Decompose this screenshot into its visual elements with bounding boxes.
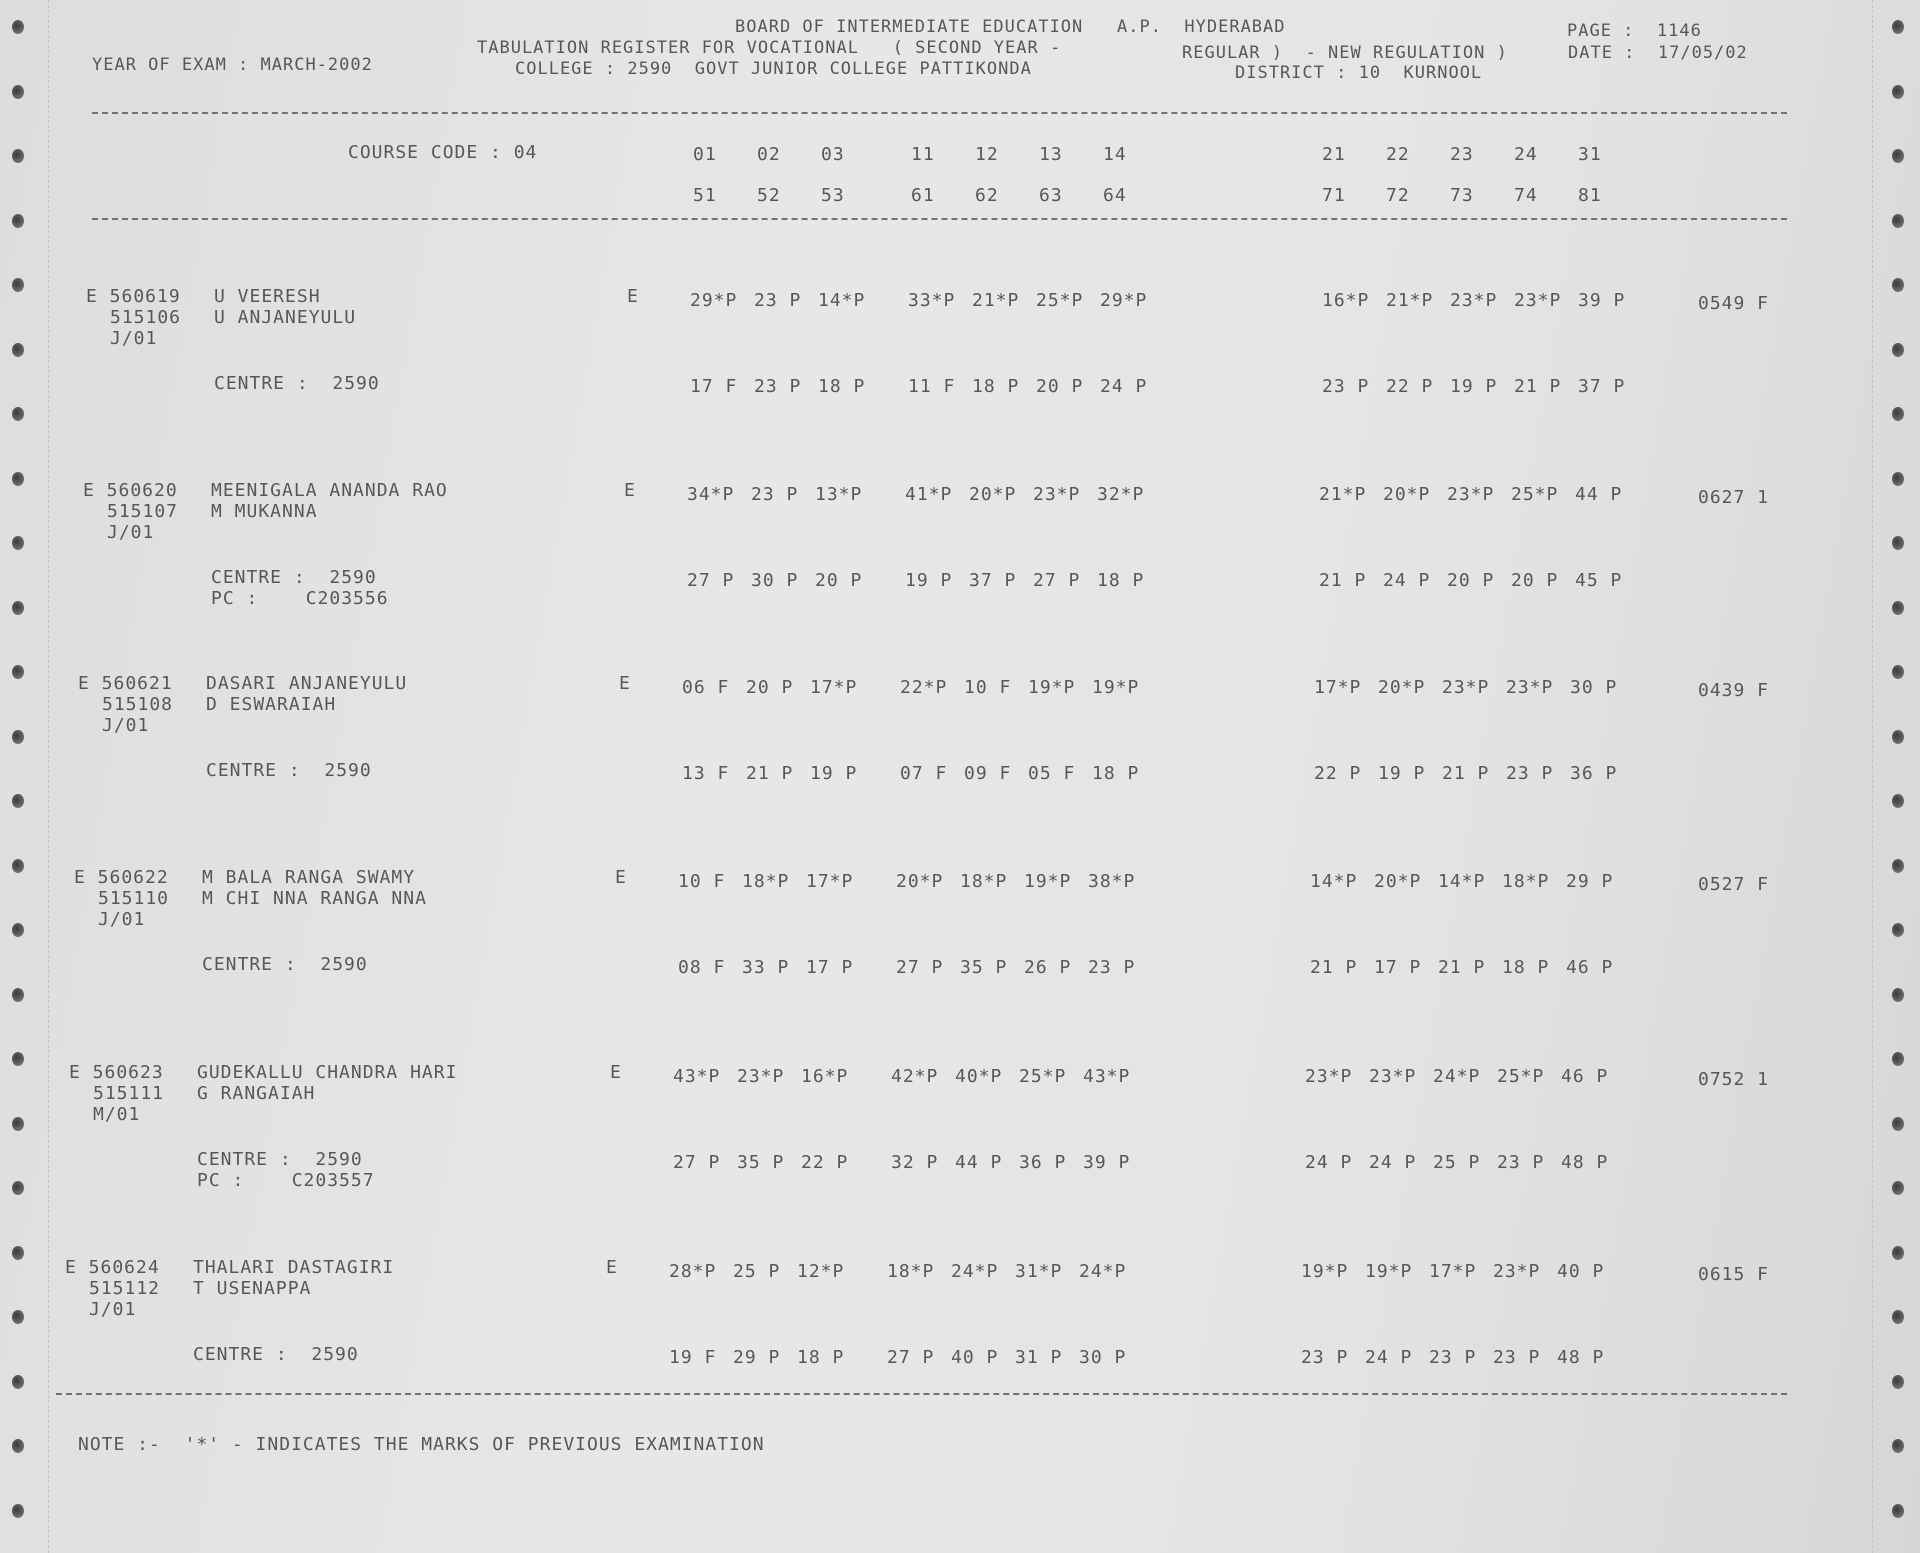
tractor-hole [12, 1439, 24, 1453]
mark-previous: 18*P [742, 871, 790, 892]
year-of-exam: YEAR OF EXAM : MARCH-2002 [92, 55, 373, 75]
mark-current: 24 P [1365, 1347, 1413, 1368]
mark-previous: 23*P [1442, 677, 1490, 698]
hall-ticket-number: E 560619 [86, 286, 181, 307]
mark-current: 27 P [673, 1152, 721, 1173]
tractor-hole [1892, 794, 1904, 808]
college-label: COLLEGE : 2590 GOVT JUNIOR COLLEGE PATTIKONDA [515, 59, 1032, 79]
mark-current: 46 P [1566, 957, 1614, 978]
mark-previous: 23*P [1450, 290, 1498, 311]
tractor-hole [1892, 1117, 1904, 1131]
subject-code: 71 [1322, 185, 1346, 206]
tractor-hole [1892, 1246, 1904, 1260]
mark-previous: 10 F [964, 677, 1012, 698]
mark-previous: 18*P [960, 871, 1008, 892]
mark-previous: 46 P [1561, 1066, 1609, 1087]
mark-current: 17 P [1374, 957, 1422, 978]
mark-previous: 23*P [1033, 484, 1081, 505]
right-tractor-holes [1884, 0, 1914, 1553]
subject-code: 23 [1450, 144, 1474, 165]
page-number: PAGE : 1146 [1567, 21, 1702, 41]
mark-current: 36 P [1570, 763, 1618, 784]
subject-code: 74 [1514, 185, 1538, 206]
mark-previous: 23*P [1305, 1066, 1353, 1087]
total-result: 0439 F [1698, 680, 1770, 701]
student-name: THALARI DASTAGIRI [193, 1257, 395, 1278]
mark-previous: 28*P [669, 1261, 717, 1282]
tractor-hole [12, 214, 24, 228]
mark-previous: 43*P [1083, 1066, 1131, 1087]
mark-current: 48 P [1557, 1347, 1605, 1368]
mark-previous: 42*P [891, 1066, 939, 1087]
mark-previous: 23*P [1506, 677, 1554, 698]
group-code: J/01 [98, 909, 146, 930]
tractor-hole [12, 1504, 24, 1518]
mark-previous: 16*P [801, 1066, 849, 1087]
register-number: 515108 [102, 694, 174, 715]
subject-code: 24 [1514, 144, 1538, 165]
tractor-hole [1892, 536, 1904, 550]
centre-label: CENTRE : 2590 [193, 1344, 359, 1365]
group-code: M/01 [93, 1104, 141, 1125]
mark-current: 26 P [1024, 957, 1072, 978]
mark-previous: 29*P [1100, 290, 1148, 311]
mark-previous: 19*P [1365, 1261, 1413, 1282]
tractor-hole [1892, 1504, 1904, 1518]
mark-current: 11 F [908, 376, 956, 397]
tractor-hole [1892, 1439, 1904, 1453]
mark-current: 35 P [960, 957, 1008, 978]
tractor-hole [12, 601, 24, 615]
footer-rule [56, 1393, 1787, 1395]
tractor-hole [1892, 730, 1904, 744]
mark-current: 05 F [1028, 763, 1076, 784]
student-name: MEENIGALA ANANDA RAO [211, 480, 448, 501]
tractor-hole [12, 859, 24, 873]
mark-current: 21 P [746, 763, 794, 784]
tractor-hole [12, 923, 24, 937]
subject-code: 12 [975, 144, 999, 165]
mark-current: 17 P [806, 957, 854, 978]
mark-current: 23 P [1301, 1347, 1349, 1368]
mark-current: 19 P [810, 763, 858, 784]
student-name: DASARI ANJANEYULU [206, 673, 408, 694]
centre-label: CENTRE : 2590 [206, 760, 372, 781]
tractor-hole [1892, 343, 1904, 357]
mark-previous: 23*P [1369, 1066, 1417, 1087]
centre-label: CENTRE : 2590 [214, 373, 380, 394]
mark-previous: 17*P [1314, 677, 1362, 698]
tractor-hole [12, 730, 24, 744]
hall-ticket-number: E 560624 [65, 1257, 160, 1278]
mark-previous: 23*P [737, 1066, 785, 1087]
mark-previous: 25*P [1511, 484, 1559, 505]
subject-code: 11 [911, 144, 935, 165]
footnote: NOTE :- '*' - INDICATES THE MARKS OF PREVIOUS EXAMINATION [78, 1434, 765, 1455]
tractor-hole [1892, 149, 1904, 163]
tractor-hole [1892, 214, 1904, 228]
mark-previous: 18*P [887, 1261, 935, 1282]
mark-current: 24 P [1305, 1152, 1353, 1173]
header-rule-top [92, 112, 1787, 114]
hall-ticket-number: E 560621 [78, 673, 173, 694]
mark-current: 19 P [1378, 763, 1426, 784]
mark-current: 21 P [1514, 376, 1562, 397]
hall-ticket-number: E 560622 [74, 867, 169, 888]
mark-previous: 23*P [1493, 1261, 1541, 1282]
mark-previous: 19*P [1028, 677, 1076, 698]
group-code: J/01 [107, 522, 155, 543]
mark-current: 19 P [1450, 376, 1498, 397]
register-number: 515112 [89, 1278, 161, 1299]
mark-current: 07 F [900, 763, 948, 784]
mark-previous: 25*P [1019, 1066, 1067, 1087]
subject-code: 14 [1103, 144, 1127, 165]
mark-current: 23 P [1506, 763, 1554, 784]
mark-current: 20 P [1036, 376, 1084, 397]
mark-current: 35 P [737, 1152, 785, 1173]
mark-current: 23 P [1497, 1152, 1545, 1173]
tractor-hole [1892, 1052, 1904, 1066]
tractor-hole [12, 1310, 24, 1324]
centre-label: CENTRE : 2590 [202, 954, 368, 975]
father-name: M CHI NNA RANGA NNA [202, 888, 427, 909]
mark-previous: 25 P [733, 1261, 781, 1282]
tractor-hole [12, 536, 24, 550]
mark-previous: 23 P [751, 484, 799, 505]
mark-current: 23 P [1429, 1347, 1477, 1368]
mark-current: 27 P [896, 957, 944, 978]
register-number: 515106 [110, 307, 182, 328]
mark-previous: 21*P [972, 290, 1020, 311]
total-result: 0627 1 [1698, 487, 1770, 508]
mark-current: 44 P [955, 1152, 1003, 1173]
mark-previous: 21*P [1319, 484, 1367, 505]
tractor-hole [12, 794, 24, 808]
mark-previous: 20 P [746, 677, 794, 698]
right-perforation [1872, 0, 1875, 1553]
mark-current: 37 P [1578, 376, 1626, 397]
mark-previous: 20*P [969, 484, 1017, 505]
subject-code: 52 [757, 185, 781, 206]
mark-current: 22 P [1386, 376, 1434, 397]
group-code: J/01 [89, 1299, 137, 1320]
regulation-label: REGULAR ) - NEW REGULATION ) [1182, 43, 1508, 63]
subject-code: 72 [1386, 185, 1410, 206]
mark-previous: 41*P [905, 484, 953, 505]
tractor-hole [12, 988, 24, 1002]
father-name: T USENAPPA [193, 1278, 312, 1299]
medium-code: E [606, 1257, 618, 1278]
mark-previous: 19*P [1024, 871, 1072, 892]
subject-code: 63 [1039, 185, 1063, 206]
mark-previous: 16*P [1322, 290, 1370, 311]
mark-current: 22 P [801, 1152, 849, 1173]
mark-previous: 21*P [1386, 290, 1434, 311]
mark-current: 08 F [678, 957, 726, 978]
centre-label: CENTRE : 2590 [197, 1149, 363, 1170]
mark-previous: 24*P [951, 1261, 999, 1282]
group-code: J/01 [110, 328, 158, 349]
subject-code: 53 [821, 185, 845, 206]
mark-previous: 17*P [806, 871, 854, 892]
total-result: 0615 F [1698, 1264, 1770, 1285]
medium-code: E [610, 1062, 622, 1083]
tractor-hole [12, 665, 24, 679]
mark-previous: 24*P [1079, 1261, 1127, 1282]
mark-previous: 10 F [678, 871, 726, 892]
mark-current: 30 P [751, 570, 799, 591]
mark-previous: 20*P [1374, 871, 1422, 892]
mark-current: 30 P [1079, 1347, 1127, 1368]
father-name: G RANGAIAH [197, 1083, 316, 1104]
mark-current: 09 F [964, 763, 1012, 784]
tractor-hole [1892, 407, 1904, 421]
register-number: 515111 [93, 1083, 165, 1104]
header-rule-bottom [92, 218, 1787, 220]
mark-current: 32 P [891, 1152, 939, 1173]
mark-previous: 29*P [690, 290, 738, 311]
mark-current: 21 P [1319, 570, 1367, 591]
subject-code: 73 [1450, 185, 1474, 206]
mark-current: 23 P [1088, 957, 1136, 978]
mark-current: 20 P [815, 570, 863, 591]
mark-previous: 31*P [1015, 1261, 1063, 1282]
subject-code: 21 [1322, 144, 1346, 165]
mark-previous: 40*P [955, 1066, 1003, 1087]
tractor-hole [12, 85, 24, 99]
subject-code: 64 [1103, 185, 1127, 206]
pc-label: PC : C203556 [211, 588, 389, 609]
mark-current: 24 P [1100, 376, 1148, 397]
mark-current: 21 P [1438, 957, 1486, 978]
tractor-hole [12, 407, 24, 421]
mark-previous: 29 P [1566, 871, 1614, 892]
mark-previous: 23*P [1514, 290, 1562, 311]
mark-previous: 25*P [1036, 290, 1084, 311]
mark-current: 18 P [797, 1347, 845, 1368]
mark-current: 31 P [1015, 1347, 1063, 1368]
mark-previous: 30 P [1570, 677, 1618, 698]
total-result: 0527 F [1698, 874, 1770, 895]
mark-current: 36 P [1019, 1152, 1067, 1173]
mark-previous: 19*P [1301, 1261, 1349, 1282]
mark-previous: 13*P [815, 484, 863, 505]
subject-code: 51 [693, 185, 717, 206]
mark-previous: 33*P [908, 290, 956, 311]
student-name: GUDEKALLU CHANDRA HARI [197, 1062, 458, 1083]
mark-current: 48 P [1561, 1152, 1609, 1173]
subject-code: 03 [821, 144, 845, 165]
subject-code: 62 [975, 185, 999, 206]
mark-current: 24 P [1383, 570, 1431, 591]
tractor-hole [1892, 665, 1904, 679]
board-title: BOARD OF INTERMEDIATE EDUCATION A.P. HYDERABAD [735, 17, 1286, 37]
medium-code: E [624, 480, 636, 501]
mark-previous: 17*P [1429, 1261, 1477, 1282]
tractor-hole [1892, 278, 1904, 292]
mark-current: 24 P [1369, 1152, 1417, 1173]
mark-current: 27 P [1033, 570, 1081, 591]
mark-current: 45 P [1575, 570, 1623, 591]
medium-code: E [627, 286, 639, 307]
mark-previous: 12*P [797, 1261, 845, 1282]
mark-current: 19 P [905, 570, 953, 591]
pc-label: PC : C203557 [197, 1170, 375, 1191]
tractor-hole [12, 1052, 24, 1066]
mark-current: 23 P [1493, 1347, 1541, 1368]
centre-label: CENTRE : 2590 [211, 567, 377, 588]
tractor-hole [1892, 1310, 1904, 1324]
mark-previous: 24*P [1433, 1066, 1481, 1087]
father-name: M MUKANNA [211, 501, 318, 522]
mark-previous: 32*P [1097, 484, 1145, 505]
mark-previous: 06 F [682, 677, 730, 698]
hall-ticket-number: E 560620 [83, 480, 178, 501]
mark-current: 27 P [687, 570, 735, 591]
mark-previous: 39 P [1578, 290, 1626, 311]
mark-current: 22 P [1314, 763, 1362, 784]
tractor-hole [12, 1246, 24, 1260]
register-number: 515110 [98, 888, 170, 909]
mark-previous: 14*P [1310, 871, 1358, 892]
mark-previous: 43*P [673, 1066, 721, 1087]
mark-current: 25 P [1433, 1152, 1481, 1173]
mark-previous: 17*P [810, 677, 858, 698]
tractor-hole [1892, 988, 1904, 1002]
course-code: COURSE CODE : 04 [348, 142, 538, 163]
mark-current: 40 P [951, 1347, 999, 1368]
tractor-hole [12, 149, 24, 163]
mark-current: 33 P [742, 957, 790, 978]
father-name: D ESWARAIAH [206, 694, 337, 715]
mark-previous: 18*P [1502, 871, 1550, 892]
medium-code: E [619, 673, 631, 694]
mark-previous: 22*P [900, 677, 948, 698]
tractor-hole [1892, 1375, 1904, 1389]
hall-ticket-number: E 560623 [69, 1062, 164, 1083]
mark-current: 37 P [969, 570, 1017, 591]
subject-code: 02 [757, 144, 781, 165]
left-tractor-holes [6, 0, 36, 1553]
subject-code: 13 [1039, 144, 1063, 165]
left-perforation [48, 0, 51, 1553]
mark-previous: 44 P [1575, 484, 1623, 505]
mark-previous: 40 P [1557, 1261, 1605, 1282]
tractor-hole [12, 278, 24, 292]
total-result: 0549 F [1698, 293, 1770, 314]
father-name: U ANJANEYULU [214, 307, 357, 328]
tractor-hole [1892, 20, 1904, 34]
district-label: DISTRICT : 10 KURNOOL [1235, 63, 1483, 83]
mark-previous: 19*P [1092, 677, 1140, 698]
mark-current: 18 P [1097, 570, 1145, 591]
mark-current: 18 P [1092, 763, 1140, 784]
mark-previous: 20*P [896, 871, 944, 892]
subject-code: 61 [911, 185, 935, 206]
student-name: M BALA RANGA SWAMY [202, 867, 416, 888]
subject-code: 22 [1386, 144, 1410, 165]
mark-previous: 34*P [687, 484, 735, 505]
mark-previous: 20*P [1378, 677, 1426, 698]
register-number: 515107 [107, 501, 179, 522]
mark-current: 17 F [690, 376, 738, 397]
tractor-hole [12, 1375, 24, 1389]
tractor-hole [1892, 85, 1904, 99]
tractor-hole [1892, 601, 1904, 615]
mark-previous: 20*P [1383, 484, 1431, 505]
mark-current: 29 P [733, 1347, 781, 1368]
mark-current: 18 P [818, 376, 866, 397]
subject-code: 01 [693, 144, 717, 165]
mark-current: 23 P [754, 376, 802, 397]
tractor-hole [12, 1117, 24, 1131]
tractor-hole [12, 1181, 24, 1195]
print-date: DATE : 17/05/02 [1568, 43, 1748, 63]
mark-current: 20 P [1511, 570, 1559, 591]
mark-current: 20 P [1447, 570, 1495, 591]
tractor-hole [12, 472, 24, 486]
tractor-hole [1892, 1181, 1904, 1195]
subject-code: 31 [1578, 144, 1602, 165]
mark-current: 18 P [1502, 957, 1550, 978]
tractor-hole [1892, 472, 1904, 486]
mark-current: 13 F [682, 763, 730, 784]
mark-current: 21 P [1442, 763, 1490, 784]
tractor-hole [1892, 859, 1904, 873]
mark-current: 27 P [887, 1347, 935, 1368]
tractor-hole [12, 343, 24, 357]
mark-current: 18 P [972, 376, 1020, 397]
mark-previous: 23 P [754, 290, 802, 311]
group-code: J/01 [102, 715, 150, 736]
mark-current: 19 F [669, 1347, 717, 1368]
total-result: 0752 1 [1698, 1069, 1770, 1090]
mark-previous: 23*P [1447, 484, 1495, 505]
subject-code: 81 [1578, 185, 1602, 206]
tractor-hole [12, 20, 24, 34]
student-name: U VEERESH [214, 286, 321, 307]
tractor-hole [1892, 923, 1904, 937]
medium-code: E [615, 867, 627, 888]
mark-previous: 14*P [1438, 871, 1486, 892]
mark-previous: 25*P [1497, 1066, 1545, 1087]
mark-current: 39 P [1083, 1152, 1131, 1173]
mark-current: 23 P [1322, 376, 1370, 397]
mark-previous: 14*P [818, 290, 866, 311]
register-title: TABULATION REGISTER FOR VOCATIONAL ( SECOND YEAR - [477, 38, 1062, 58]
mark-previous: 38*P [1088, 871, 1136, 892]
mark-current: 21 P [1310, 957, 1358, 978]
